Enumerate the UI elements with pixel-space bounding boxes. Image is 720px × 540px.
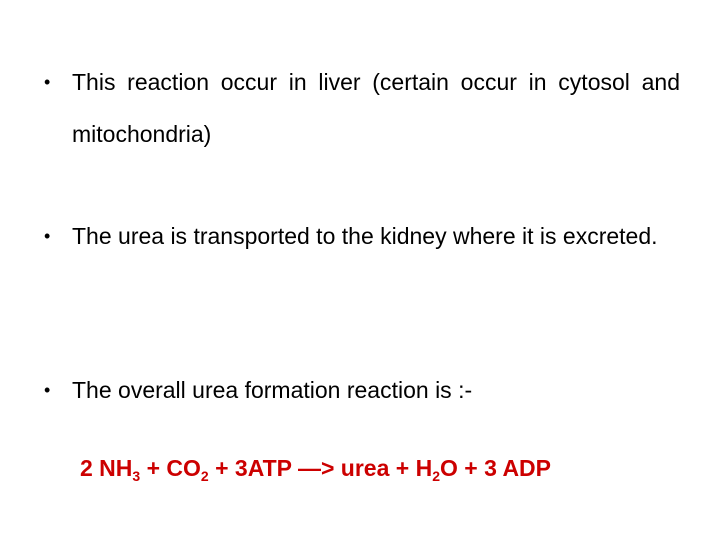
bullet-dot-icon: • (44, 380, 51, 400)
bullet-item-overall-reaction (44, 364, 680, 416)
bullet-dot-icon: • (44, 226, 51, 246)
equation-subscript: 2 (432, 468, 441, 484)
equation-subscript: 3 (132, 468, 141, 484)
equation-subscript: 2 (200, 468, 209, 484)
bullet-text: The overall urea formation reaction is :- (72, 377, 473, 403)
bullet-item-liver (44, 56, 680, 160)
equation-part: O + 3 ADP (440, 455, 552, 481)
bullet-dot-icon: • (44, 72, 51, 92)
equation-part: + CO (140, 455, 201, 481)
equation-part: 2 NH (80, 455, 133, 481)
equation-part: + 3ATP —> urea + H (208, 455, 433, 481)
bullet-item-kidney (44, 210, 680, 262)
bullet-text: The urea is transported to the kidney where it is excreted. (72, 223, 658, 249)
urea-reaction-equation (80, 450, 551, 486)
bullet-text: This reaction occur in liver (certain occur in cytosol and mitochondria) (72, 69, 680, 147)
